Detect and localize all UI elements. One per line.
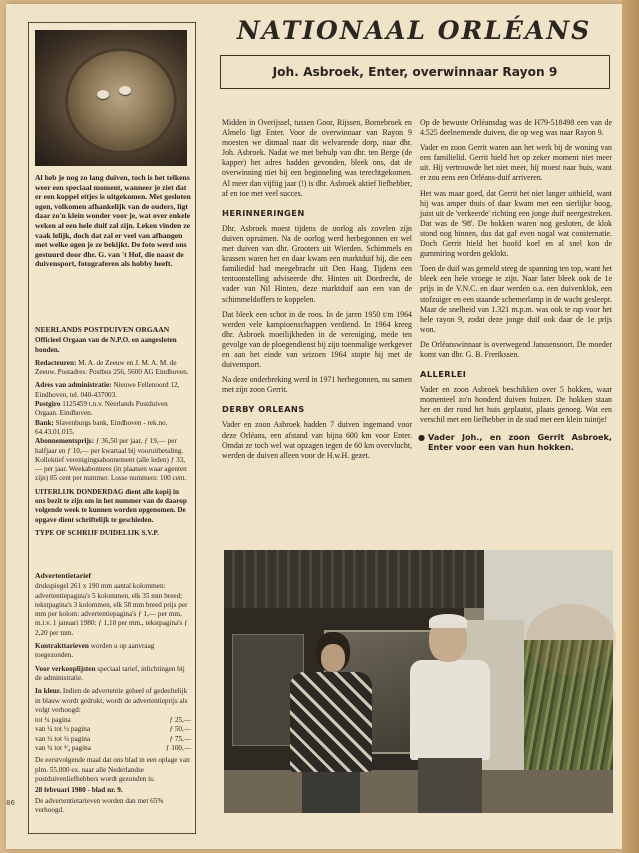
paragraph: Dat bleek een schot in de roos. In de jaren 1950 t/m 1964 werden vele kampioenschappen verdiend. In 1964 kreeg dhr. Asbroek moeilijkheden in de vereniging, mede ten gevolge van de ploegendienst bij zijn toenmalige werkgever en aan het einde van seizoen 1964 stopte hij met de duivensport. (222, 309, 412, 370)
price-row: van ¼ tot ½ pagina ƒ 50,— (35, 725, 191, 734)
paragraph: Dhr. Asbroek moest tijdens de oorlog als zovelen zijn duiven opruimen. Na de oorlog werd herbegonnen en wel met duiven van dhr. Grooters uit Wierden. Schimmels en krassen waren het en daar kwam een marktduif bij, die een familiedid had meegebracht uit Den Haag. Tijdens een tentoonstelling adviseerde dhr. Hinten uit Dordrecht, de vader van Nil Hinten, deze marktduif aan een van de schimmeldoffers te koppelen. (222, 223, 412, 304)
section-heading: DERBY ORLEANS (222, 404, 305, 415)
loft-photo (224, 550, 613, 813)
contract-info: Kontrakttarieven worden u op aanvraag toegezonden. (35, 642, 155, 660)
photo-caption: Al heb je nog zo lang duiven, toch is het telkens weer een speciaal moment, wanneer je ziet dat er een koppel eitjes is uitgekomen. Met gesloten ogen, volkomen afhankelijk van de ouders, ligt daar zo'n klein wonder voor je, wat over enkele weken al een hele duif zal zijn. Leken vinden ze vaak lelijk, doch dat zal er veel van afhangen met welke ogen je ze bekijkt. De foto werd ons gestuurd door dhr. G. van 't Hof, die naast de duivensport, fotograferen als hobby heeft. (35, 173, 191, 269)
page-edge (622, 0, 639, 853)
son-figure (290, 672, 372, 772)
section-heading: ALLERLEI (420, 369, 467, 380)
bullet-icon: ● (418, 431, 426, 442)
nest-bowl (65, 48, 177, 154)
issue-date: 28 februari 1980 - blad nr. 9. (35, 786, 123, 795)
address-info: Adres van administratie: Nieuwe Fellenoord 12, Eindhoven, tel. 040-437003. (35, 381, 180, 399)
price-row: van ¾ tot ⁴⁄₄ pagina ƒ 100,— (35, 744, 191, 753)
price-row: tot ¼ pagina ƒ 25,— (35, 716, 191, 725)
rate-increase: De advertentietarieven worden dan met 65% verhoogd. (35, 796, 164, 814)
color-price-table (35, 716, 191, 753)
left-info-column (28, 22, 196, 834)
father-hair (429, 614, 467, 628)
egg-shape (97, 90, 109, 99)
circulation-info: De eerstvolgende maal dat ons blad in een oplage van plm. 55.000 ex. naar alle Nederlandse postduivenliefhebbers wordt gezonden is: (35, 756, 190, 783)
article-column-2 (420, 118, 612, 452)
paragraph: Midden in Overijssel, tussen Goor, Rijssen, Bornebroek en Almelo ligt Enter. Voor de overwinnaar van Rayon 9 moesten we ditmaal naar dit welvarende dorp, naar dhr. Joh. Asbroek. Nadat we met behulp van dhr. ten Berge (de kapper) het adres hadden gevonden, bleek ons, dat de overwinning niet bij een beginneling was terechtgekomen. Al meer dan vijftig jaar (!) is dhr. Asbroek aktief liefhebber, af en toe met veel succes. (222, 118, 412, 198)
publication-info (35, 325, 191, 542)
org-heading: NEERLANDS POSTDUIVEN ORGAAN (35, 325, 170, 334)
page-title: NATIONAAL ORLÉANS (236, 16, 592, 45)
paragraph: Vader en zoon Asbroek beschikken over 5 hokken, waar momenteel zo'n honderd duiven huizen. De hokken staan her en der rond het huis geplaatst, plaats genoeg. Wat een verschil met een liefhebber in de stad met een klein tuintje! (420, 385, 612, 425)
subscription-info: Abonnementsprijs: ƒ 36,50 per jaar, ƒ 19,— per halfjaar en ƒ 10,— per kwartaal bij vooruitbetaling. Kollektief verenigingsabonnement (alle leden) ƒ 33,— per jaar. Weekabonnees (in plaatsen waar agenten zijn) 85 cent per nummer. Losse nummers: 100 cent. (35, 437, 187, 483)
paragraph: Vader en zoon Asbroek hadden 7 duiven ingemand voor deze Orléans, een afstand van bijna 600 km voor Enter. Omdat ze toch wel wat opzagen tegen de 60 km overvlucht, werden de duiven alleen voor de H.w.H. gezet. (222, 420, 412, 460)
paragraph: Toen de duif was gemeld steeg de spanning ten top, want het bleek een hele vroege te zijn. Naar later bleek ook de 1e prijs in de V.N.C. en daar werden o.a. een duivenklok, een stofzuiger en een staande schemerlamp in de wacht gesleept. Maar de snelheid van 1.321 m.p.m. was ook te rap voor het hele rayon 9, zodat deze jonge duif ook daar de 1e prijs won. (420, 264, 612, 334)
paragraph: Op de bewuste Orléansdag was de H79-518498 een van de 4.525 deelnemende duiven, die op weg was naar Rayon 9. (420, 118, 612, 138)
father-legs (418, 758, 482, 813)
paper-stain (526, 604, 616, 674)
article-headline: Joh. Asbroek, Enter, overwinnaar Rayon 9 (220, 55, 610, 89)
org-subheading: Officieel Orgaan van de N.P.O. en aangesloten bonden. (35, 336, 177, 354)
paragraph: De Orléanswinnaar is overwegend Janssensoort. De moeder komt van dhr. G. B. Frerikssen. (420, 339, 612, 359)
magazine-page (6, 4, 622, 849)
advertising-rates (35, 571, 191, 819)
section-heading: HERINNERINGEN (222, 207, 305, 218)
father-figure (410, 660, 490, 760)
adv-heading: Advertentietarief (35, 571, 92, 580)
sales-list-info: Voor verkooplijsten speciaal tarief, inlichtingen bij de administratie. (35, 664, 185, 682)
deadline-notice: UITERLIJK DONDERDAG dient alle kopij in ons bezit te zijn om in het nummer van de daarop volgende week te kunnen worden opgenomen. De opgave dient schriftelijk te geschieden. (35, 487, 187, 524)
son-face (321, 644, 345, 672)
son-legs (302, 772, 360, 813)
egg-shape (119, 86, 131, 95)
postgiro-info: Postgiro 1125459 t.n.v. Neerlands Postduiven Orgaan. Eindhoven. (35, 400, 168, 418)
loft-roof (224, 550, 484, 608)
photo-caption-bottom: ● Vader Joh., en zoon Gerrit Asbroek, Enter voor een van hun hokken. (418, 431, 612, 452)
price-row: van ½ tot ¾ pagina ƒ 75,— (35, 734, 191, 743)
adv-body: drukspiegel 261 x 190 mm aantal kolommen: advertentiepagina's 5 kolommen, elk 35 mm breed; tekstpagina's 3 kolommen, elk 58 mm breed prijs per mm per kolom: advertentiepagina's ƒ 1,— per mm, m.i.v. 1 januari 1980: ƒ 1,10 per mm., tekstpagina's ƒ 2,20 per mm. (35, 582, 188, 637)
paragraph: Vader en zoon Gerrit waren aan het werk bij de woning van een familielid. Gerrit hield het op zeker moment niet meer uit. Hij vertrouwde het niet meer, hij moest naar huis, want er zou eens een Orléans-duif arriveren. (420, 143, 612, 183)
type-notice: TYPE OF SCHRIJF DUIDELIJK S.V.P. (35, 528, 159, 537)
paragraph: Het was maar goed, dat Gerrit het niet langer uithield, want hij was amper thuis of daar kwam met een sierlijke boog, juist uit de 'verkeerde' richting een jonge duif neergestreken. Dat was de '98'. De hokken waren nog gesloten, de klok stond nog binnen, dus dat gaf even nogal wat consternatie. Doch Gerrit hield het hoofd koel en al snel kon de gummiring worden geklokt. (420, 188, 612, 259)
page-number: 86 (6, 799, 15, 807)
editors-info: Redacteuren: M. A. de Zeeuw en J. M. A. M. de Zeeuw. Postadres: Postbus 256, 5600 AG Eindhoven. (35, 358, 189, 377)
paragraph: Na deze onderbreking werd in 1971 herbegonnen, nu samen met zijn zoon Gerrit. (222, 375, 412, 395)
pigeon-nest-photo (35, 30, 187, 166)
article-column-1 (222, 118, 412, 466)
bank-info: Bank: Slavenburgs bank, Eindhoven - rek.no. 64.43.01.015. (35, 418, 168, 436)
color-info: In kleur. Indien de advertentie geheel of gedeeltelijk in blauw wordt gedrukt, wordt de advertentieprijs als volgt verhoogd: (35, 687, 188, 714)
